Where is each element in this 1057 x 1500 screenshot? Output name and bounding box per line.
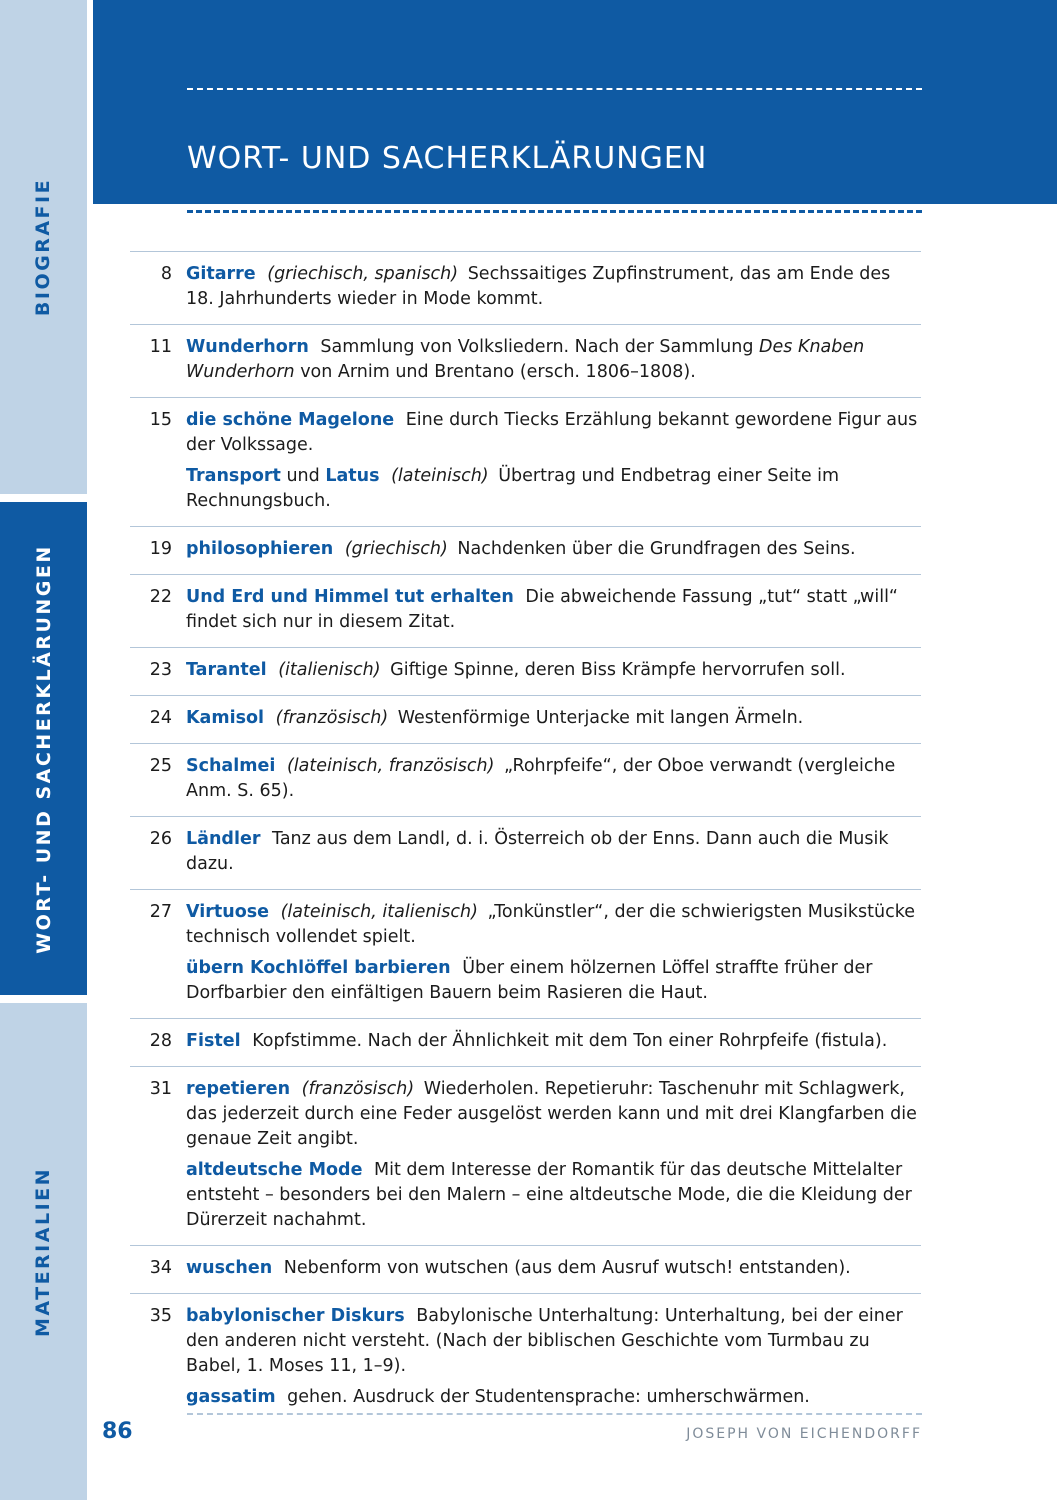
glossary-term: wuschen bbox=[186, 1258, 273, 1278]
glossary-term: gassatim bbox=[186, 1387, 276, 1407]
glossary-term: Wunderhorn bbox=[186, 337, 309, 357]
sidebar bbox=[0, 0, 87, 1500]
definition: Nachdenken über die Grundfragen des Seins. bbox=[457, 539, 856, 559]
tab-biografie[interactable] bbox=[0, 0, 87, 494]
glossary-term: Gitarre bbox=[186, 264, 256, 284]
line-number: 23 bbox=[149, 660, 172, 680]
glossary-term: übern Kochlöffel barbieren bbox=[186, 958, 451, 978]
line-number: 24 bbox=[149, 708, 172, 728]
footer-dashed-rule bbox=[187, 1413, 922, 1415]
line-number: 35 bbox=[149, 1306, 172, 1326]
glossary-term: Und Erd und Himmel tut erhalten bbox=[186, 587, 514, 607]
tab-biografie-label: BIOGRAFIE bbox=[32, 177, 55, 317]
definition: Übertrag und Endbetrag einer Seite im Rechnungsbuch. bbox=[186, 466, 840, 511]
tab-wort-und-sacherklaerungen[interactable] bbox=[0, 502, 87, 995]
definition: Wiederholen. Repetieruhr: Taschenuhr mit Schlagwerk, das jederzeit durch eine Feder ausgelöst werden kann und mit drei Klangfarben die genaue Zeit angibt. bbox=[186, 1079, 917, 1149]
line-number: 22 bbox=[149, 587, 172, 607]
glossary-term: altdeutsche Mode bbox=[186, 1160, 363, 1180]
language-note: (französisch) bbox=[275, 708, 389, 728]
glossary-entry bbox=[130, 1293, 921, 1422]
language-note: (lateinisch, französisch) bbox=[286, 756, 495, 776]
language-note: (lateinisch, italienisch) bbox=[280, 902, 478, 922]
glossary-entry bbox=[130, 1018, 921, 1066]
conjunction: und bbox=[286, 466, 320, 486]
tab-materialien-label: MATERIALIEN bbox=[32, 1166, 55, 1337]
page-title: WORT- UND SACHERKLÄRUNGEN bbox=[187, 141, 708, 176]
definition: Giftige Spinne, deren Biss Krämpfe hervorrufen soll. bbox=[390, 660, 846, 680]
glossary-term: Latus bbox=[325, 466, 380, 486]
glossary-term: Virtuose bbox=[186, 902, 269, 922]
glossary-term: Schalmei bbox=[186, 756, 276, 776]
glossary-term: Ländler bbox=[186, 829, 261, 849]
glossary-term: die schöne Magelone bbox=[186, 410, 395, 430]
glossary-list bbox=[130, 251, 921, 1422]
language-note: (französisch) bbox=[301, 1079, 415, 1099]
definition: Westenförmige Unterjacke mit langen Ärmeln. bbox=[397, 708, 804, 728]
tab-wort-label: WORT- UND SACHERKLÄRUNGEN bbox=[32, 543, 55, 954]
glossary-term: babylonischer Diskurs bbox=[186, 1306, 405, 1326]
glossary-entry bbox=[130, 526, 921, 574]
definition: Tanz aus dem Landl, d. i. Österreich ob der Enns. Dann auch die Musik dazu. bbox=[186, 829, 889, 874]
glossary-entry bbox=[130, 816, 921, 889]
tab-divider bbox=[0, 494, 87, 502]
line-number: 19 bbox=[149, 539, 172, 559]
definition: Eine durch Tiecks Erzählung bekannt gewordene Figur aus der Volkssage. bbox=[186, 410, 918, 455]
definition: gehen. Ausdruck der Studentensprache: umherschwärmen. bbox=[287, 1387, 810, 1407]
tab-divider bbox=[0, 995, 87, 1003]
glossary-entry bbox=[130, 647, 921, 695]
glossary-entry bbox=[130, 324, 921, 397]
language-note: (italienisch) bbox=[278, 660, 381, 680]
line-number: 11 bbox=[149, 337, 172, 357]
glossary-entry bbox=[130, 574, 921, 647]
glossary-entry bbox=[130, 1066, 921, 1245]
glossary-entry bbox=[130, 695, 921, 743]
language-note: (griechisch) bbox=[344, 539, 448, 559]
glossary-term: Fistel bbox=[186, 1031, 241, 1051]
definition: Babylonische Unterhaltung: Unterhaltung, bei der einer den anderen nicht versteht. (Nach der biblischen Geschichte vom Turmbau zu Babel, 1. Moses 11, 1–9). bbox=[186, 1306, 903, 1376]
tab-materialien[interactable] bbox=[0, 1003, 87, 1500]
definition: von Arnim und Brentano (ersch. 1806–1808). bbox=[294, 362, 696, 382]
page-number: 86 bbox=[102, 1419, 133, 1444]
line-number: 31 bbox=[149, 1079, 172, 1099]
glossary-term: Kamisol bbox=[186, 708, 265, 728]
line-number: 27 bbox=[149, 902, 172, 922]
definition: Sammlung von Volksliedern. Nach der Sammlung bbox=[320, 337, 760, 357]
glossary-term: Transport bbox=[186, 466, 281, 486]
language-note: (lateinisch) bbox=[391, 466, 489, 486]
definition: Die abweichende Fassung „tut“ statt „will“ findet sich nur in diesem Zitat. bbox=[186, 587, 898, 632]
line-number: 25 bbox=[149, 756, 172, 776]
running-head: JOSEPH VON EICHENDORFF bbox=[686, 1426, 922, 1442]
header-dashed-rule bbox=[187, 88, 922, 90]
glossary-term: Tarantel bbox=[186, 660, 267, 680]
definition: Mit dem Interesse der Romantik für das deutsche Mittelalter entsteht – besonders bei den Malern – eine altdeutsche Mode, die die Kleidung der Dürerzeit nachahmt. bbox=[186, 1160, 912, 1230]
glossary-entry bbox=[130, 397, 921, 526]
definition: Nebenform von wutschen (aus dem Ausruf wutsch! entstanden). bbox=[283, 1258, 851, 1278]
glossary-entry bbox=[130, 1245, 921, 1293]
title-dashed-rule bbox=[187, 210, 922, 213]
definition: Über einem hölzernen Löffel straffte früher der Dorfbarbier den einfältigen Bauern beim Rasieren die Haut. bbox=[186, 958, 873, 1003]
definition: „Tonkünstler“, der die schwierigsten Musikstücke technisch vollendet spielt. bbox=[186, 902, 916, 947]
glossary-entry bbox=[130, 889, 921, 1018]
line-number: 26 bbox=[149, 829, 172, 849]
definition: Sechssaitiges Zupfinstrument, das am Ende des 18. Jahrhunderts wieder in Mode kommt. bbox=[186, 264, 891, 309]
line-number: 28 bbox=[149, 1031, 172, 1051]
language-note: (griechisch, spanisch) bbox=[267, 264, 459, 284]
glossary-entry bbox=[130, 251, 921, 324]
definition: „Rohrpfeife“, der Oboe verwandt (vergleiche Anm. S. 65). bbox=[186, 756, 896, 801]
line-number: 8 bbox=[160, 264, 172, 284]
glossary-entry bbox=[130, 743, 921, 816]
glossary-term: repetieren bbox=[186, 1079, 291, 1099]
line-number: 15 bbox=[149, 410, 172, 430]
book-title: Des Knaben Wunderhorn bbox=[186, 337, 865, 382]
glossary-term: philosophieren bbox=[186, 539, 334, 559]
definition: Kopfstimme. Nach der Ähnlichkeit mit dem Ton einer Rohrpfeife (fistula). bbox=[252, 1031, 888, 1051]
line-number: 34 bbox=[149, 1258, 172, 1278]
